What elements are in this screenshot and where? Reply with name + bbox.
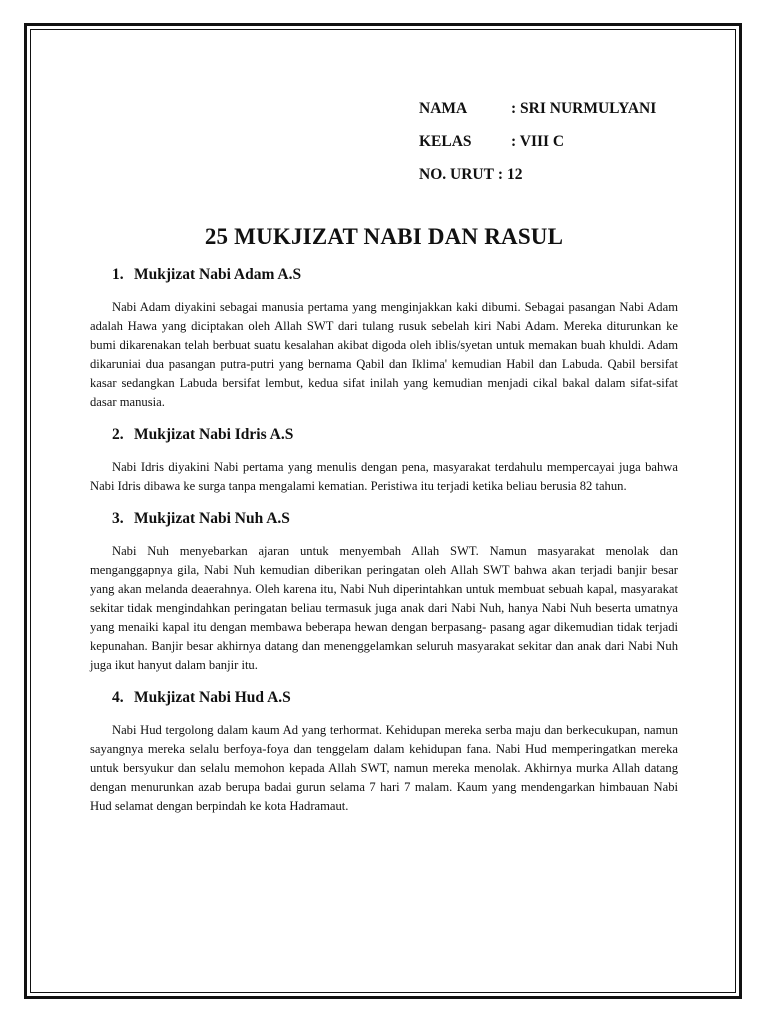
identity-name-label: NAMA bbox=[419, 99, 468, 117]
identity-name-value: : SRI NURMULYANI bbox=[511, 99, 657, 117]
section-title: Mukjizat Nabi Nuh A.S bbox=[134, 510, 290, 527]
section-idris bbox=[90, 426, 678, 496]
identity-class-row bbox=[419, 125, 656, 158]
section-adam bbox=[90, 266, 678, 412]
document-title: 25 MUKJIZAT NABI DAN RASUL bbox=[204, 224, 564, 249]
section-number: 3. bbox=[112, 510, 124, 527]
section-number: 1. bbox=[112, 266, 124, 283]
identity-name-row bbox=[419, 92, 656, 125]
student-identity bbox=[419, 92, 656, 191]
section-heading bbox=[112, 510, 678, 528]
section-paragraph: Nabi Adam diyakini sebagai manusia pertama yang menginjakkan kaki dibumi. Sebagai pasangan Nabi Adam adalah Hawa yang diciptakan oleh Allah SWT dari tulang rusuk sebelah kiri Nabi Adam. Mereka diturunkan ke bumi dikarenakan telah berbuat suatu kesalahan akibat digoda oleh iblis/syetan untuk memakan buah khuldi. Adam dikaruniai dua pasangan putra-putri yang bernama Qabil dan Iklima' kemudian Habil dan Labuda. Qabil bersifat kasar sedangkan Labuda bersifat lembut, kedua sifat inilah yang kemudian menjadi cikal bakal dalam sifat-sifat dasar manusia. bbox=[90, 300, 678, 409]
document-body bbox=[90, 258, 678, 830]
identity-class-label: KELAS bbox=[419, 132, 472, 150]
section-number: 2. bbox=[112, 426, 124, 443]
section-paragraph: Nabi Nuh menyebarkan ajaran untuk menyembah Allah SWT. Namun masyarakat menolak dan menganggapnya gila, Nabi Nuh kemudian diberikan peringatan oleh Allah SWT bahwa akan terjadi banjir besar yang akan melanda deaerahnya. Oleh karena itu, Nabi Nuh diperintahkan untuk membuat sebuah kapal, masyarakat sekitar tidak mengindahkan peringatan beliau termasuk juga anak dari Nabi Nuh, hanya Nabi Nuh beserta umatnya yang menaiki kapal itu dengan membawa beberapa hewan dengan berpasang- pasang agar dikemudian tidak terjadi kepunahan. Banjir besar akhirnya datang dan menenggelamkan seluruh masyarakat sekitar dan anak dari Nabi Nuh juga ikut hanyut dalam banjir itu. bbox=[90, 544, 678, 672]
section-hud bbox=[90, 689, 678, 816]
section-heading bbox=[112, 266, 678, 284]
identity-number-row bbox=[419, 158, 656, 191]
section-title: Mukjizat Nabi Hud A.S bbox=[134, 689, 291, 706]
section-paragraph: Nabi Idris diyakini Nabi pertama yang menulis dengan pena, masyarakat terdahulu mempercayai juga bahwa Nabi Idris dibawa ke surga tanpa mengalami kematian. Peristiwa itu terjadi ketika beliau berusia 82 tahun. bbox=[90, 460, 678, 493]
section-heading bbox=[112, 689, 678, 707]
section-paragraph: Nabi Hud tergolong dalam kaum Ad yang terhormat. Kehidupan mereka serba maju dan berkecukupan, namun sayangnya mereka selalu berfoya-foya dan tenggelam dalam kehidupan fana. Nabi Hud memperingatkan mereka untuk bersyukur dan selalu memohon kepada Allah SWT, namun mereka menolak. Akhirnya murka Allah datang dengan menurunkan azab berupa badai gurun selama 7 hari 7 malam. Kaum yang mendengarkan himbauan Nabi Hud selamat dengan berpindah ke kota Hadramaut. bbox=[90, 723, 678, 813]
section-heading bbox=[112, 426, 678, 444]
section-number: 4. bbox=[112, 689, 124, 706]
section-title: Mukjizat Nabi Adam A.S bbox=[134, 266, 302, 283]
identity-number-value: : 12 bbox=[497, 165, 523, 183]
identity-class-value: : VIII C bbox=[511, 132, 565, 150]
section-nuh bbox=[90, 510, 678, 675]
section-title: Mukjizat Nabi Idris A.S bbox=[134, 426, 294, 443]
identity-number-label: NO. URUT bbox=[419, 165, 494, 183]
